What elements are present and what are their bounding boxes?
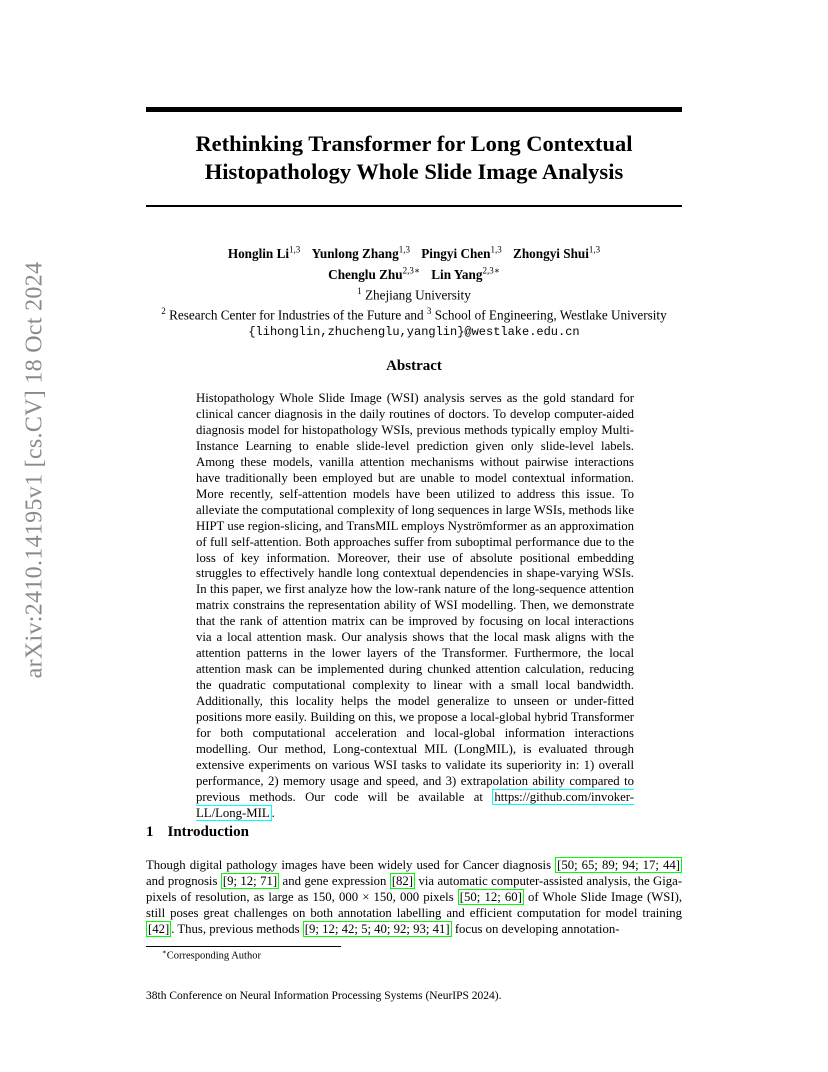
intro-text: via automatic computer-assisted analysis, the Giga-pixels of resolution, as large as 150, 000 × 150, 000 pixels [146, 873, 683, 904]
footnote-mark: ∗ [162, 948, 167, 956]
section-number: 1 [146, 824, 154, 840]
title-line-2: Histopathology Whole Slide Image Analysis [204, 159, 624, 184]
author-name: Honglin Li$^{1,3}$ [227, 245, 301, 262]
citation-link[interactable]: [9; 12; 42; 5; 40; 92; 93; 41] [304, 921, 450, 936]
citation-link[interactable]: [9; 12; 71] [222, 873, 278, 888]
title-top-rule [146, 107, 682, 112]
citation-link[interactable]: [50; 12; 60] [459, 889, 522, 904]
citation-link[interactable]: [42] [148, 921, 170, 936]
author-block [146, 242, 682, 340]
author-name: Chenglu Zhu$^{2,3∗}$ [328, 265, 420, 282]
author-name: Lin Yang$^{2,3∗}$ [431, 265, 500, 282]
intro-text: . Thus, previous methods [171, 921, 300, 936]
code-repository-link[interactable]: https://github.com/invoker-LL/Long-MIL [196, 789, 634, 820]
abstract-end: . [271, 805, 275, 820]
abstract-heading: Abstract [386, 358, 442, 374]
footnote-rule [146, 946, 341, 947]
introduction-paragraph [146, 858, 682, 938]
title-line-1: Rethinking Transformer for Long Contextual [195, 131, 633, 156]
citation-link[interactable]: [82] [391, 873, 414, 888]
arxiv-stamp-text: arXiv:2410.14195v1 [cs.CV] 18 Oct 2024 [21, 261, 48, 679]
arxiv-identifier-stamp [18, 261, 52, 679]
section-title: Introduction [167, 824, 249, 840]
intro-text: of Whole Slide Image (WSI), still poses great challenges on both annotation labelling and efficient computation for model training [146, 889, 683, 920]
footnote-text: Corresponding Author [166, 950, 261, 962]
author-row-1 [146, 242, 682, 262]
author-emails: {lihonglin,zhuchenglu,yanglin}@westlake.edu.cn [248, 324, 580, 339]
author-row-2 [146, 262, 682, 282]
venue-line: 38th Conference on Neural Information Processing Systems (NeurIPS 2024). [146, 990, 502, 1002]
paper-title [146, 130, 682, 186]
citation-link[interactable]: [50; 65; 89; 94; 17; 44] [557, 858, 680, 872]
affiliation-2: $^2$ Research Center for Industries of the Future and $^3$ School of Engineering, Westlake University [161, 306, 667, 323]
footnote [162, 948, 261, 962]
section-heading-introduction [146, 824, 249, 841]
abstract-body-text: Histopathology Whole Slide Image (WSI) analysis serves as the gold standard for clinical cancer diagnosis in the daily routines of doctors. To develop computer-aided diagnosis model for histopathology WSIs, previous methods typically employ Multi-Instance Learning to enable slide-level prediction given only slide-level labels. Among these models, vanilla attention mechanisms without pairwise interactions have traditionally been employed but are unable to model contextual information. More recently, self-attention models have been utilized to address this issue. To alleviate the computational complexity of long sequences in large WSIs, methods like HIPT use region-slicing, and TransMIL employs Nyströmformer as an approximation of full self-attention. Both approaches suffer from suboptimal performance due to the loss of key information. Moreover, their use of absolute positional embedding struggles to effectively handle long contextual dependencies in shape-varying WSIs. In this paper, we first analyze how the low-rank nature of the long-sequence attention matrix constrains the representation ability of WSI modelling. Then, we demonstrate that the rank of attention matrix can be improved by focusing on local interactions via a local attention mask. Our analysis shows that the local mask aligns with the attention patterns in the lower layers of the Transformer. Furthermore, the local attention mask can be implemented during chunked attention calculation, reducing the quadratic computational complexity to linear with a small local bandwidth. Additionally, this locality helps the model generalize to unseen or under-fitted positions more easily. Building on this, we propose a local-global hybrid Transformer for both computational acceleration and local-global information interactions modelling. Our method, Long-contextual MIL (LongMIL), is evaluated through extensive experiments on various WSI tasks to validate its superiority in: 1) overall performance, 2) memory usage and speed, and 3) extrapolation ability compared to previous methods. Our code will be available at [196, 391, 634, 804]
intro-text: and gene expression [282, 873, 387, 888]
title-bottom-rule [146, 205, 682, 207]
intro-text: and prognosis [146, 873, 218, 888]
affiliation-1: $^1$ Zhejiang University [357, 285, 471, 303]
abstract-text [196, 391, 634, 822]
author-name: Yunlong Zhang$^{1,3}$ [311, 245, 410, 262]
intro-text: focus on developing annotation- [454, 921, 620, 936]
author-name: Pingyi Chen$^{1,3}$ [421, 245, 502, 262]
author-name: Zhongyi Shui$^{1,3}$ [513, 245, 601, 262]
intro-text: Though digital pathology images have been widely used for Cancer diagnosis [146, 858, 552, 872]
